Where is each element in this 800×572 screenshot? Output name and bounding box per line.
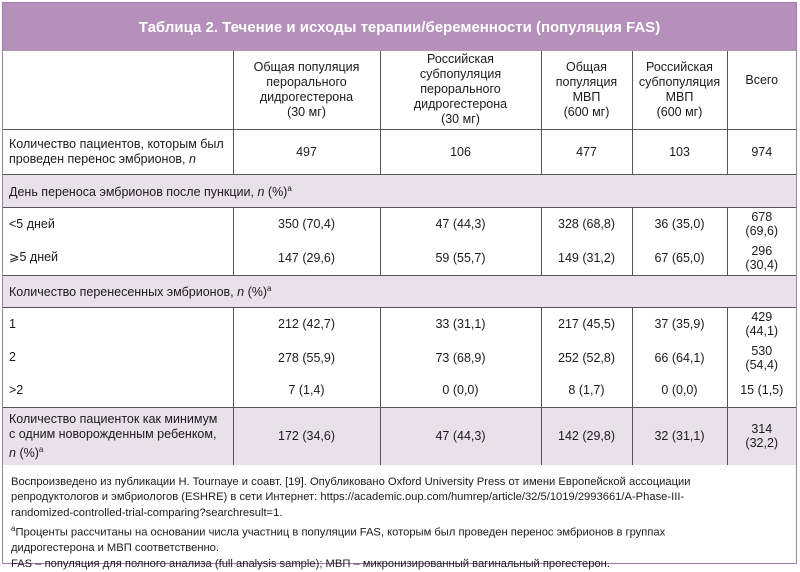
table-cell: 0 (0,0)	[632, 374, 727, 407]
table-cell: 172 (34,6)	[233, 407, 380, 465]
table-cell: 73 (68,9)	[380, 341, 541, 374]
table-cell: 328 (68,8)	[541, 207, 632, 241]
column-header: Российская субпопуляция перорального дидрогестерона (30 мг)	[380, 51, 541, 129]
table-row	[3, 341, 796, 374]
footnote-a: $^a$Проценты рассчитаны на основании числа участниц в популяции FAS, которым был проведен перенос эмбрионов в группах дидрогестерона и МВП соответственно.	[11, 524, 666, 555]
table-cell: 47 (44,3)	[380, 207, 541, 241]
table-cell: 217 (45,5)	[541, 307, 632, 341]
row-label: 1	[9, 316, 16, 331]
table-row	[3, 241, 796, 275]
table-row	[3, 207, 796, 241]
data-table	[3, 51, 796, 465]
table-cell: 974	[727, 129, 796, 174]
table-cell: 47 (44,3)	[380, 407, 541, 465]
table-cell: 66 (64,1)	[632, 341, 727, 374]
column-header-total: Всего	[727, 51, 796, 129]
table-cell: 314 (32,2)	[727, 407, 796, 465]
table-cell: 0 (0,0)	[380, 374, 541, 407]
table-cell: 32 (31,1)	[632, 407, 727, 465]
section-row	[3, 275, 796, 307]
column-header: Общая популяция перорального дидрогестерона (30 мг)	[233, 51, 380, 129]
table-cell: 33 (31,1)	[380, 307, 541, 341]
column-header: Российская субпопуляция МВП (600 мг)	[632, 51, 727, 129]
table-title: Таблица 2. Течение и исходы терапии/беременности (популяция FAS)	[3, 3, 796, 51]
row-label: ⩾5 дней	[9, 250, 59, 265]
section-row	[3, 174, 796, 207]
table-header-row	[3, 51, 796, 129]
header-empty-cell	[3, 51, 233, 129]
table-row	[3, 129, 796, 174]
row-label: Количество пациентов, которым был проведен перенос эмбрионов, n	[9, 136, 224, 166]
table-cell: 142 (29,8)	[541, 407, 632, 465]
table-cell: 477	[541, 129, 632, 174]
table-cell: 530 (54,4)	[727, 341, 796, 374]
table-cell: 7 (1,4)	[233, 374, 380, 407]
table-cell: 278 (55,9)	[233, 341, 380, 374]
table-cell: 147 (29,6)	[233, 241, 380, 275]
source-note: Воспроизведено из публикации H. Tournaye и соавт. [19]. Опубликовано Oxford University Press от имени Европейской ассоциации репродуктологов и эмбриологов (ESHRE) в сети Интернет: https://academic.oup.com/humrep/article/32/5/1019/2993661/A-Phase-III- randomized-controlled-trial-comparing?searchresult=1.	[11, 476, 691, 519]
table-cell: 36 (35,0)	[632, 207, 727, 241]
table-cell: 252 (52,8)	[541, 341, 632, 374]
table-row	[3, 307, 796, 341]
table-cell: 37 (35,9)	[632, 307, 727, 341]
section-label: День переноса эмбрионов после пункции, n (%)$^a$	[3, 174, 796, 207]
table-cell: 8 (1,7)	[541, 374, 632, 407]
row-label: <5 дней	[9, 216, 55, 231]
column-header: Общая популяция МВП (600 мг)	[541, 51, 632, 129]
abbreviations-note: FAS – популяция для полного анализа (full analysis sample); МВП – микронизированный вагинальный прогестерон.	[11, 557, 610, 570]
row-label: 2	[9, 350, 16, 364]
table-cell: 429 (44,1)	[727, 307, 796, 341]
section-label: Количество перенесенных эмбрионов, n (%)$^a$	[3, 275, 796, 307]
row-label: Количество пациенток как минимум с одним новорожденным ребенком, n (%)$^a$	[3, 407, 233, 465]
table-cell: 67 (65,0)	[632, 241, 727, 275]
table-cell: 59 (55,7)	[380, 241, 541, 275]
table-row	[3, 407, 796, 465]
table-row	[3, 374, 796, 407]
table-cell: 106	[380, 129, 541, 174]
table-cell: 15 (1,5)	[727, 374, 796, 407]
table-cell: 212 (42,7)	[233, 307, 380, 341]
row-label: >2	[9, 382, 24, 397]
table-cell: 296 (30,4)	[727, 241, 796, 275]
table-cell: 678 (69,6)	[727, 207, 796, 241]
table-cell: 149 (31,2)	[541, 241, 632, 275]
table-cell: 497	[233, 129, 380, 174]
table-notes	[11, 475, 791, 572]
table-cell: 103	[632, 129, 727, 174]
table-cell: 350 (70,4)	[233, 207, 380, 241]
table-container	[2, 2, 797, 570]
